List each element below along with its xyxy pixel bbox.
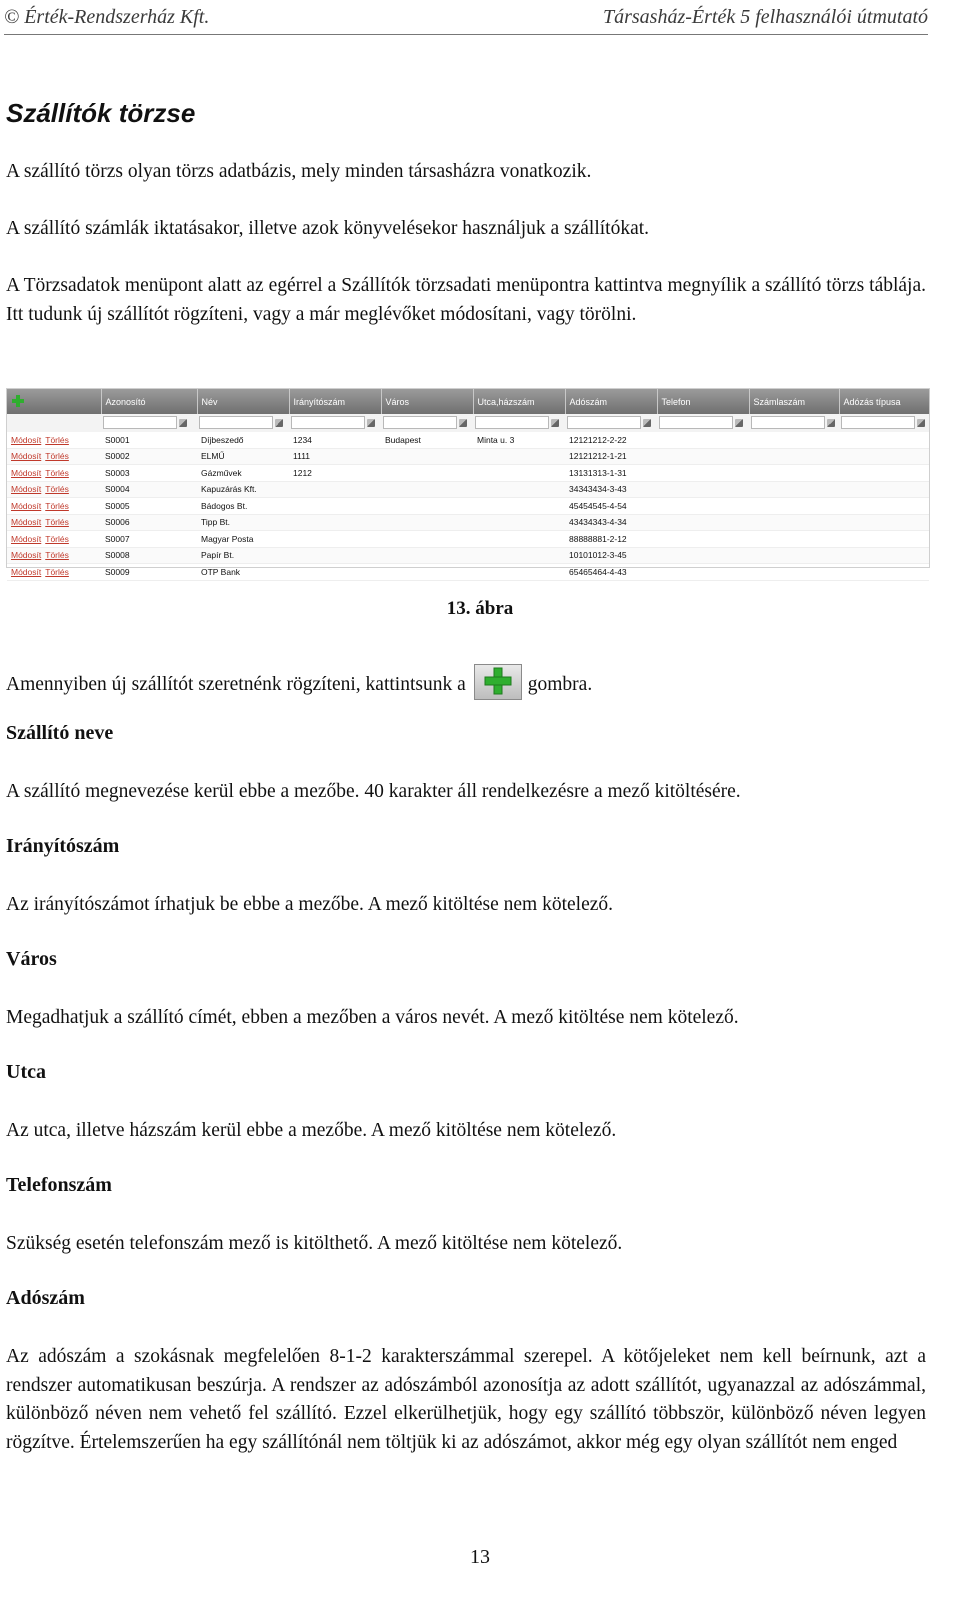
paragraph-1: A szállító törzs olyan törzs adatbázis, mely minden társasházra vonatkozik. bbox=[6, 161, 592, 182]
delete-link[interactable]: Törlés bbox=[45, 434, 69, 445]
table-cell bbox=[749, 465, 839, 482]
table-row bbox=[7, 465, 929, 482]
column-header[interactable]: Név bbox=[197, 389, 289, 414]
modify-link[interactable]: Módosít bbox=[11, 517, 42, 528]
table-cell bbox=[657, 498, 749, 515]
table-cell: Tipp Bt. bbox=[197, 514, 289, 531]
table-row bbox=[7, 481, 929, 498]
suppliers-table bbox=[7, 389, 930, 581]
filter-icon[interactable] bbox=[367, 419, 375, 427]
delete-link[interactable]: Törlés bbox=[45, 566, 69, 577]
table-cell bbox=[657, 547, 749, 564]
table-cell bbox=[657, 531, 749, 548]
table-cell: S0004 bbox=[101, 481, 197, 498]
table-cell bbox=[839, 448, 929, 465]
page-header bbox=[4, 6, 928, 32]
filter-input[interactable] bbox=[751, 416, 825, 429]
table-cell bbox=[839, 547, 929, 564]
filter-icon[interactable] bbox=[643, 419, 651, 427]
table-cell bbox=[749, 531, 839, 548]
table-row bbox=[7, 514, 929, 531]
filter-cell bbox=[101, 414, 197, 432]
table-cell bbox=[289, 498, 381, 515]
filter-input[interactable] bbox=[475, 416, 549, 429]
section-text: Az adószám a szokásnak megfelelően 8-1-2 karakterszámmal szerepel. A kötőjeleket nem kell beírnunk, azt a rendszer automatikusan beszúrja. A rendszer az adószámból azonosítja az adott szállítót, ugyanazzal az adószámmal, különböző néven nem vehető fel szállító. Ezzel elkerülhetjük, hogy egy szállító többször, különböző néven legyen rögzítve. Értelemszerűen ha egy szállítónál nem töltjük ki az adószámot, akkor még egy olyan szállítót nem enged bbox=[6, 1346, 926, 1453]
table-cell: Díjbeszedő bbox=[197, 432, 289, 448]
modify-link[interactable]: Módosít bbox=[11, 484, 42, 495]
column-header[interactable]: Azonosító bbox=[101, 389, 197, 414]
table-cell bbox=[381, 498, 473, 515]
page-title: Szállítók törzse bbox=[6, 98, 196, 128]
delete-link[interactable]: Törlés bbox=[45, 451, 69, 462]
filter-icon[interactable] bbox=[827, 419, 835, 427]
filter-row bbox=[7, 414, 929, 432]
page-number: 13 bbox=[470, 1546, 490, 1568]
table-cell: 43434343-4-34 bbox=[565, 514, 657, 531]
table-row bbox=[7, 432, 929, 448]
row-actions bbox=[7, 448, 101, 465]
column-header[interactable]: Adószám bbox=[565, 389, 657, 414]
table-cell bbox=[657, 481, 749, 498]
table-cell: Kapuzárás Kft. bbox=[197, 481, 289, 498]
filter-icon[interactable] bbox=[179, 419, 187, 427]
filter-cell bbox=[197, 414, 289, 432]
table-cell bbox=[839, 432, 929, 448]
table-cell: 10101012-3-45 bbox=[565, 547, 657, 564]
add-instruction-after: gombra. bbox=[527, 674, 593, 695]
filter-input[interactable] bbox=[383, 416, 457, 429]
table-cell bbox=[749, 514, 839, 531]
table-cell: 34343434-3-43 bbox=[565, 481, 657, 498]
modify-link[interactable]: Módosít bbox=[11, 566, 42, 577]
modify-link[interactable]: Módosít bbox=[11, 500, 42, 511]
filter-input[interactable] bbox=[841, 416, 915, 429]
table-cell bbox=[657, 514, 749, 531]
filter-input[interactable] bbox=[567, 416, 641, 429]
filter-cell bbox=[381, 414, 473, 432]
table-row bbox=[7, 547, 929, 564]
filter-cell bbox=[749, 414, 839, 432]
add-plus-icon bbox=[481, 666, 515, 696]
table-cell: Magyar Posta bbox=[197, 531, 289, 548]
paragraph-3: A Törzsadatok menüpont alatt az egérrel a Szállítók törzsadati menüpontra kattintva megnyílik a szállító törzs táblája. Itt tudunk új szállítót rögzíteni, vagy a már meglévőket módosítani, vagy törölni. bbox=[6, 275, 926, 325]
table-cell: S0009 bbox=[101, 564, 197, 581]
section-text: A szállító megnevezése kerül ebbe a mezőbe. 40 karakter áll rendelkezésre a mező kitöltésére. bbox=[6, 781, 741, 802]
table-cell bbox=[473, 564, 565, 581]
table-cell bbox=[473, 498, 565, 515]
table-row bbox=[7, 564, 929, 581]
table-cell: Bádogos Bt. bbox=[197, 498, 289, 515]
table-cell bbox=[381, 514, 473, 531]
column-header[interactable]: Irányítószám bbox=[289, 389, 381, 414]
table-cell bbox=[839, 564, 929, 581]
add-instruction bbox=[6, 664, 926, 700]
table-cell bbox=[381, 481, 473, 498]
delete-link[interactable]: Törlés bbox=[45, 500, 69, 511]
modify-link[interactable]: Módosít bbox=[11, 550, 42, 561]
table-cell bbox=[473, 514, 565, 531]
table-cell: Gázművek bbox=[197, 465, 289, 482]
table-cell bbox=[381, 547, 473, 564]
table-cell bbox=[657, 432, 749, 448]
table-cell bbox=[749, 564, 839, 581]
modify-link[interactable]: Módosít bbox=[11, 467, 42, 478]
table-cell: 1212 bbox=[289, 465, 381, 482]
table-cell: 1111 bbox=[289, 448, 381, 465]
add-plus-icon[interactable] bbox=[11, 394, 25, 408]
table-cell bbox=[749, 498, 839, 515]
add-new-header-cell[interactable] bbox=[7, 389, 101, 414]
add-instruction-before: Amennyiben új szállítót szeretnénk rögzíteni, kattintsunk a bbox=[6, 674, 466, 695]
delete-link[interactable]: Törlés bbox=[45, 533, 69, 544]
filter-cell bbox=[565, 414, 657, 432]
table-cell: S0002 bbox=[101, 448, 197, 465]
table-cell: 45454545-4-54 bbox=[565, 498, 657, 515]
section-heading: Adószám bbox=[6, 1287, 85, 1309]
row-actions bbox=[7, 531, 101, 548]
header-right: Társasház-Érték 5 felhasználói útmutató bbox=[602, 6, 928, 28]
delete-link[interactable]: Törlés bbox=[45, 550, 69, 561]
filter-icon[interactable] bbox=[735, 419, 743, 427]
section-heading: Város bbox=[6, 948, 57, 970]
modify-link[interactable]: Módosít bbox=[11, 434, 42, 445]
row-actions bbox=[7, 514, 101, 531]
table-cell bbox=[381, 564, 473, 581]
filter-icon[interactable] bbox=[459, 419, 467, 427]
section-text: Szükség esetén telefonszám mező is kitölthető. A mező kitöltése nem kötelező. bbox=[6, 1233, 623, 1254]
section-heading: Utca bbox=[6, 1061, 46, 1083]
filter-cell bbox=[289, 414, 381, 432]
filter-input[interactable] bbox=[199, 416, 273, 429]
section-text: Az irányítószámot írhatjuk be ebbe a mezőbe. A mező kitöltése nem kötelező. bbox=[6, 894, 614, 915]
table-cell bbox=[381, 448, 473, 465]
header-left: © Érték-Rendszerház Kft. bbox=[4, 6, 210, 28]
filter-input[interactable] bbox=[103, 416, 177, 429]
filter-input[interactable] bbox=[659, 416, 733, 429]
table-cell bbox=[749, 547, 839, 564]
section-text: Az utca, illetve házszám kerül ebbe a mezőbe. A mező kitöltése nem kötelező. bbox=[6, 1120, 617, 1141]
table-cell bbox=[473, 547, 565, 564]
filter-icon[interactable] bbox=[275, 419, 283, 427]
section-text: Megadhatjuk a szállító címét, ebben a mezőben a város nevét. A mező kitöltése nem kötelező. bbox=[6, 1007, 739, 1028]
figure-caption: 13. ábra bbox=[446, 598, 514, 619]
table-cell bbox=[839, 465, 929, 482]
table-header-row bbox=[7, 389, 929, 414]
table-cell bbox=[381, 531, 473, 548]
column-header[interactable]: Utca,házszám bbox=[473, 389, 565, 414]
table-cell: Minta u. 3 bbox=[473, 432, 565, 448]
column-header[interactable]: Számlaszám bbox=[749, 389, 839, 414]
filter-input[interactable] bbox=[291, 416, 365, 429]
table-cell: 12121212-1-21 bbox=[565, 448, 657, 465]
row-actions bbox=[7, 465, 101, 482]
table-cell: Budapest bbox=[381, 432, 473, 448]
table-cell: OTP Bank bbox=[197, 564, 289, 581]
table-cell bbox=[839, 531, 929, 548]
table-cell bbox=[839, 514, 929, 531]
table-cell bbox=[289, 481, 381, 498]
table-cell bbox=[749, 481, 839, 498]
table-cell bbox=[289, 547, 381, 564]
row-actions bbox=[7, 564, 101, 581]
table-cell: S0007 bbox=[101, 531, 197, 548]
delete-link[interactable]: Törlés bbox=[45, 484, 69, 495]
modify-link[interactable]: Módosít bbox=[11, 533, 42, 544]
table-cell: 13131313-1-31 bbox=[565, 465, 657, 482]
table-cell: S0003 bbox=[101, 465, 197, 482]
table-cell bbox=[381, 465, 473, 482]
row-actions bbox=[7, 498, 101, 515]
filter-icon[interactable] bbox=[917, 419, 925, 427]
table-cell bbox=[839, 481, 929, 498]
table-cell: ELMŰ bbox=[197, 448, 289, 465]
table-cell bbox=[289, 564, 381, 581]
table-body bbox=[7, 432, 929, 580]
table-row bbox=[7, 498, 929, 515]
add-button-image bbox=[474, 664, 522, 700]
table-cell bbox=[473, 531, 565, 548]
table-cell bbox=[289, 514, 381, 531]
filter-cell bbox=[839, 414, 929, 432]
table-cell: S0008 bbox=[101, 547, 197, 564]
table-row bbox=[7, 448, 929, 465]
row-actions bbox=[7, 547, 101, 564]
filter-cell bbox=[473, 414, 565, 432]
filter-cell bbox=[657, 414, 749, 432]
table-cell: S0005 bbox=[101, 498, 197, 515]
table-cell: 1234 bbox=[289, 432, 381, 448]
table-cell: Papír Bt. bbox=[197, 547, 289, 564]
paragraph-2: A szállító számlák iktatásakor, illetve azok könyvelésekor használjuk a szállítókat. bbox=[6, 218, 650, 239]
table-cell: S0001 bbox=[101, 432, 197, 448]
table-cell bbox=[749, 448, 839, 465]
table-cell bbox=[657, 564, 749, 581]
row-actions bbox=[7, 481, 101, 498]
suppliers-table-screenshot bbox=[6, 388, 930, 577]
delete-link[interactable]: Törlés bbox=[45, 517, 69, 528]
table-cell: S0006 bbox=[101, 514, 197, 531]
column-header[interactable]: Telefon bbox=[657, 389, 749, 414]
header-rule bbox=[4, 34, 928, 35]
table-cell bbox=[749, 432, 839, 448]
table-cell bbox=[657, 465, 749, 482]
table-cell: 12121212-2-22 bbox=[565, 432, 657, 448]
table-cell: 65465464-4-43 bbox=[565, 564, 657, 581]
table-cell bbox=[289, 531, 381, 548]
table-row bbox=[7, 531, 929, 548]
column-header[interactable]: Város bbox=[381, 389, 473, 414]
section-heading: Irányítószám bbox=[6, 835, 120, 857]
section-heading: Telefonszám bbox=[6, 1174, 112, 1196]
modify-link[interactable]: Módosít bbox=[11, 451, 42, 462]
column-header[interactable]: Adózás típusa bbox=[839, 389, 929, 414]
delete-link[interactable]: Törlés bbox=[45, 467, 69, 478]
table-cell bbox=[839, 498, 929, 515]
table-cell: 88888881-2-12 bbox=[565, 531, 657, 548]
table-cell bbox=[473, 448, 565, 465]
filter-icon[interactable] bbox=[551, 419, 559, 427]
row-actions bbox=[7, 432, 101, 448]
section-heading: Szállító neve bbox=[6, 722, 114, 744]
table-cell bbox=[657, 448, 749, 465]
table-cell bbox=[473, 465, 565, 482]
table-cell bbox=[473, 481, 565, 498]
